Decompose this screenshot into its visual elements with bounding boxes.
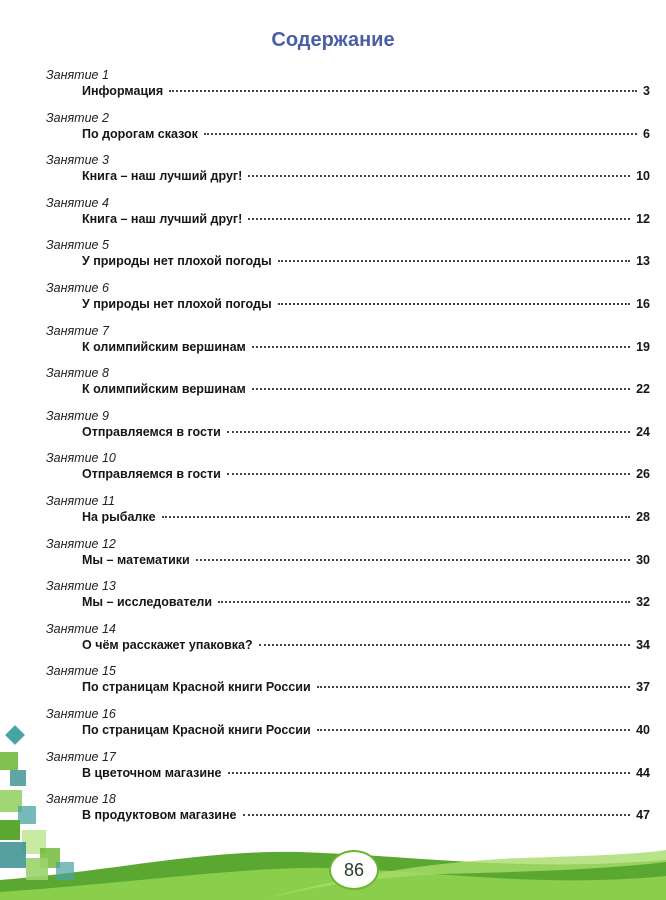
lesson-label: Занятие 3 — [46, 153, 109, 168]
page-ref: 13 — [636, 254, 650, 269]
toc-entry — [0, 109, 666, 152]
toc-entry — [0, 66, 666, 109]
table-of-contents — [0, 66, 666, 833]
page-number: 86 — [329, 850, 379, 890]
dot-leader — [243, 814, 631, 816]
lesson-title: Мы – математики — [82, 552, 190, 567]
toc-entry — [0, 322, 666, 365]
lesson-title: В цветочном магазине — [82, 765, 222, 780]
page-ref: 47 — [636, 808, 650, 823]
dot-leader — [162, 516, 631, 518]
lesson-label: Занятие 6 — [46, 280, 109, 295]
lesson-label: Занятие 13 — [46, 579, 116, 594]
lesson-title: Книга – наш лучший друг! — [82, 211, 243, 226]
toc-entry — [0, 194, 666, 237]
page-title: Содержание — [271, 29, 395, 51]
page-ref: 22 — [636, 382, 650, 397]
lesson-label: Занятие 2 — [46, 110, 109, 125]
toc-entry — [0, 151, 666, 194]
toc-entry — [0, 662, 666, 705]
lesson-title: Отправляемся в гости — [82, 424, 221, 439]
lesson-title: Информация — [82, 84, 164, 98]
page-ref: 6 — [643, 126, 650, 141]
page-ref: 12 — [636, 211, 650, 226]
toc-entry — [0, 407, 666, 450]
dot-leader — [259, 644, 630, 646]
toc-entry — [0, 535, 666, 578]
lesson-title: Книга – наш лучший друг! — [82, 169, 243, 184]
lesson-label: Занятие 12 — [46, 536, 116, 551]
dot-leader — [169, 90, 637, 92]
page-ref: 19 — [636, 339, 650, 354]
dot-leader — [317, 686, 630, 688]
page-ref: 37 — [636, 680, 650, 695]
toc-entry — [0, 705, 666, 748]
page-ref: 3 — [643, 84, 650, 98]
lesson-title: По страницам Красной книги России — [82, 722, 311, 737]
toc-entry — [0, 279, 666, 322]
lesson-title: По дорогам сказок — [82, 126, 198, 141]
toc-entry — [0, 620, 666, 663]
lesson-label: Занятие 14 — [46, 621, 116, 636]
dot-leader — [218, 601, 630, 603]
dot-leader — [278, 303, 630, 305]
dot-leader — [252, 388, 630, 390]
dot-leader — [204, 133, 637, 135]
page-ref: 28 — [636, 509, 650, 524]
dot-leader — [248, 175, 630, 177]
page-ref: 16 — [636, 296, 650, 311]
lesson-title: Отправляемся в гости — [82, 467, 221, 482]
lesson-title: К олимпийским вершинам — [82, 382, 246, 397]
lesson-label: Занятие 4 — [46, 195, 109, 210]
lesson-label: Занятие 18 — [46, 792, 116, 807]
dot-leader — [252, 346, 630, 348]
dot-leader — [278, 260, 630, 262]
page-ref: 32 — [636, 595, 650, 610]
toc-entry — [0, 577, 666, 620]
lesson-label: Занятие 5 — [46, 238, 109, 253]
lesson-label: Занятие 9 — [46, 408, 109, 423]
lesson-title: О чём расскажет упаковка? — [82, 637, 253, 652]
page-ref: 26 — [636, 467, 650, 482]
dot-leader — [228, 772, 631, 774]
page-ref: 10 — [636, 169, 650, 184]
lesson-title: По страницам Красной книги России — [82, 680, 311, 695]
lesson-title: На рыбалке — [82, 509, 156, 524]
page-ref: 30 — [636, 552, 650, 567]
toc-entry — [0, 790, 666, 833]
toc-entry — [0, 236, 666, 279]
lesson-label: Занятие 10 — [46, 451, 116, 466]
page-ref: 34 — [636, 637, 650, 652]
dot-leader — [196, 559, 630, 561]
page-ref: 40 — [636, 722, 650, 737]
lesson-label: Занятие 11 — [46, 493, 115, 508]
lesson-label: Занятие 17 — [46, 749, 116, 764]
lesson-title: У природы нет плохой погоды — [82, 296, 272, 311]
page-ref: 24 — [636, 424, 650, 439]
lesson-label: Занятие 7 — [46, 323, 109, 338]
dot-leader — [317, 729, 630, 731]
dot-leader — [248, 218, 630, 220]
lesson-label: Занятие 8 — [46, 366, 109, 381]
toc-entry — [0, 449, 666, 492]
lesson-title: К олимпийским вершинам — [82, 339, 246, 354]
lesson-title: Мы – исследователи — [82, 595, 213, 610]
dot-leader — [227, 431, 630, 433]
page-ref: 44 — [636, 765, 650, 780]
toc-entry — [0, 364, 666, 407]
lesson-label: Занятие 15 — [46, 664, 116, 679]
toc-entry — [0, 748, 666, 791]
lesson-label: Занятие 16 — [46, 706, 116, 721]
lesson-label: Занятие 1 — [46, 68, 109, 82]
dot-leader — [227, 473, 630, 475]
lesson-title: У природы нет плохой погоды — [82, 254, 272, 269]
toc-entry — [0, 492, 666, 535]
lesson-title: В продуктовом магазине — [82, 808, 237, 823]
